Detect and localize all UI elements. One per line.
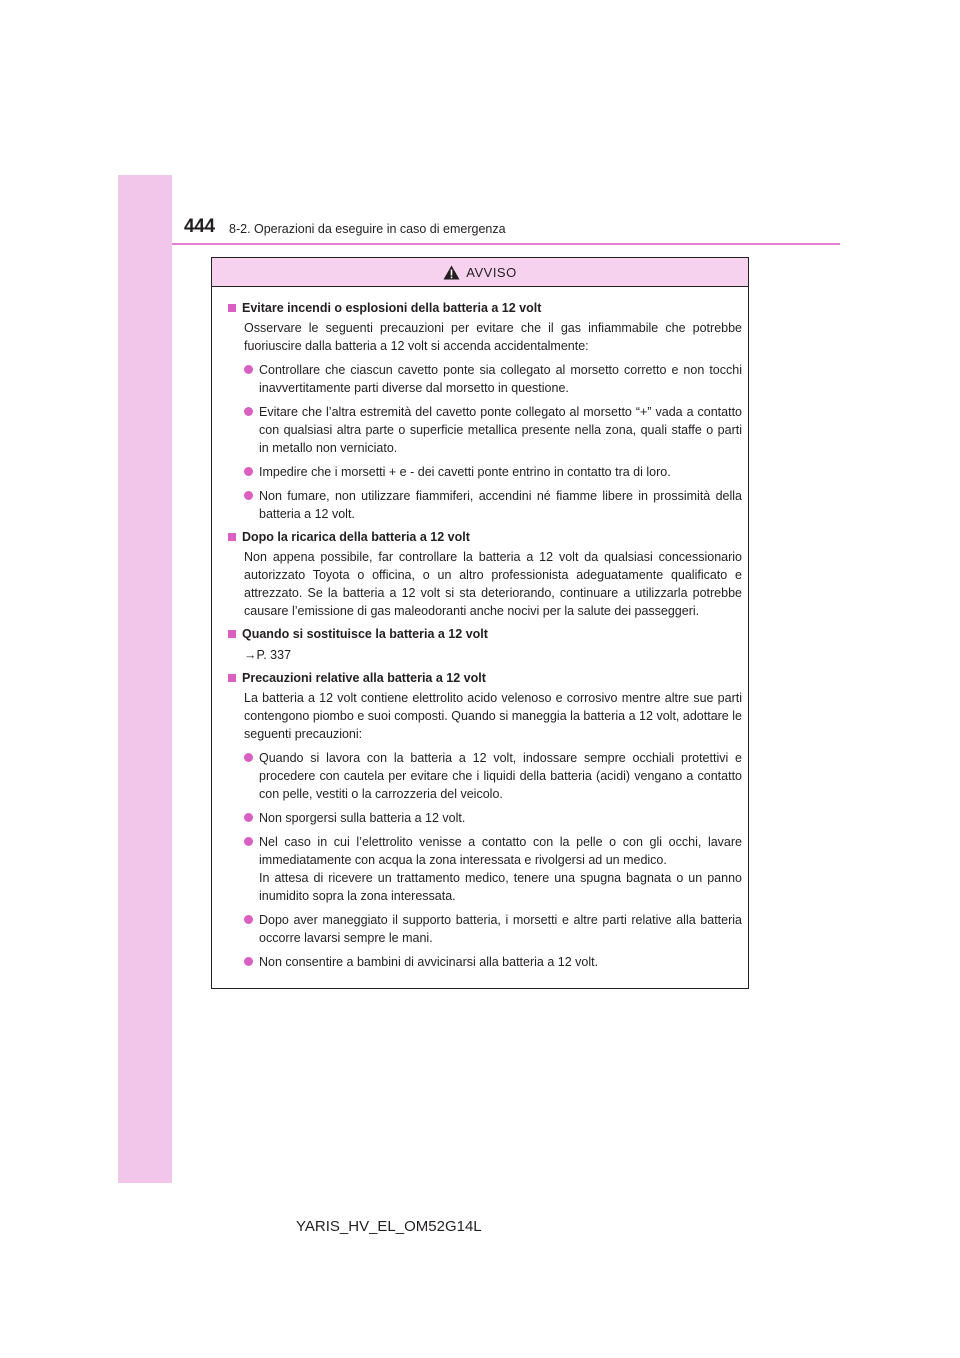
list-item: Impedire che i morsetti + e - dei cavetti ponte entrino in contatto tra di loro.	[244, 463, 742, 481]
section-battery-replacement	[228, 625, 742, 664]
section-title: 8-2. Operazioni da eseguire in caso di emergenza	[229, 222, 506, 236]
document-code: YARIS_HV_EL_OM52G14L	[296, 1218, 482, 1235]
warning-body	[212, 287, 748, 971]
list-item: Non sporgersi sulla batteria a 12 volt.	[244, 809, 742, 827]
section-heading: Quando si sostituisce la batteria a 12 volt	[242, 627, 488, 641]
round-bullet-icon	[244, 365, 253, 374]
round-bullet-icon	[244, 957, 253, 966]
page-reference: →P. 337	[244, 648, 292, 662]
round-bullet-icon	[244, 491, 253, 500]
section-heading: Precauzioni relative alla batteria a 12 volt	[242, 671, 486, 685]
round-bullet-icon	[244, 813, 253, 822]
round-bullet-icon	[244, 467, 253, 476]
warning-triangle-icon	[443, 265, 460, 280]
list-item: Non consentire a bambini di avvicinarsi alla batteria a 12 volt.	[244, 953, 742, 971]
header-divider	[172, 243, 840, 245]
page-number: 444	[184, 216, 215, 237]
section-battery-precautions	[228, 669, 742, 971]
square-bullet-icon	[228, 533, 236, 541]
section-heading: Dopo la ricarica della batteria a 12 volt	[242, 530, 470, 544]
section-text: Non appena possibile, far controllare la batteria a 12 volt da qualsiasi concessionario autorizzato Toyota o officina, o un altro professionista adeguatamente qualificato e attrezzato. Se la batteria a 12 volt si sta deteriorando, continuare a utilizzarla potrebbe causare l’emissione di gas maleodoranti anche nocivi per la salute dei passeggeri.	[244, 550, 742, 618]
list-item: Controllare che ciascun cavetto ponte sia collegato al morsetto corretto e non tocchi inavvertitamente parti diverse dal morsetto in questione.	[244, 361, 742, 397]
list-item: Quando si lavora con la batteria a 12 volt, indossare sempre occhiali protettivi e procedere con cautela per evitare che i liquidi della batteria (acidi) vengano a contatto con pelle, vestiti o la carrozzeria del veicolo.	[244, 749, 742, 803]
warning-box	[211, 257, 749, 989]
list-item: Evitare che l’altra estremità del cavetto ponte collegato al morsetto “+” vada a contatto con qualsiasi altra parte o superficie metallica presente nella zona, quali staffe o parti in metallo non verniciato.	[244, 403, 742, 457]
square-bullet-icon	[228, 304, 236, 312]
warning-header	[212, 258, 748, 287]
round-bullet-icon	[244, 837, 253, 846]
square-bullet-icon	[228, 674, 236, 682]
warning-title: AVVISO	[466, 264, 517, 280]
round-bullet-icon	[244, 407, 253, 416]
square-bullet-icon	[228, 630, 236, 638]
side-tab-band	[118, 175, 172, 1183]
list-item: Dopo aver maneggiato il supporto batteria, i morsetti e altre parti relative alla batteria occorre lavarsi sempre le mani.	[244, 911, 742, 947]
section-heading: Evitare incendi o esplosioni della batteria a 12 volt	[242, 301, 542, 315]
round-bullet-icon	[244, 753, 253, 762]
section-fire-prevention	[228, 299, 742, 523]
section-text: Osservare le seguenti precauzioni per evitare che il gas infiammabile che potrebbe fuoriuscire dalla batteria a 12 volt si accenda accidentalmente:	[244, 321, 742, 353]
section-after-recharge	[228, 528, 742, 620]
list-item: Nel caso in cui l’elettrolito venisse a contatto con la pelle o con gli occhi, lavare immediatamente con acqua la zona interessata e rivolgersi ad un medico. In attesa di ricevere un trattamento medico, tenere una spugna bagnata o un panno inumidito sopra la zona interessata.	[244, 833, 742, 905]
round-bullet-icon	[244, 915, 253, 924]
list-item: Non fumare, non utilizzare fiammiferi, accendini né fiamme libere in prossimità della batteria a 12 volt.	[244, 487, 742, 523]
section-text: La batteria a 12 volt contiene elettrolito acido velenoso e corrosivo mentre altre sue parti contengono piombo e suoi composti. Quando si maneggia la batteria a 12 volt, adottare le seguenti precauzioni:	[244, 691, 742, 741]
